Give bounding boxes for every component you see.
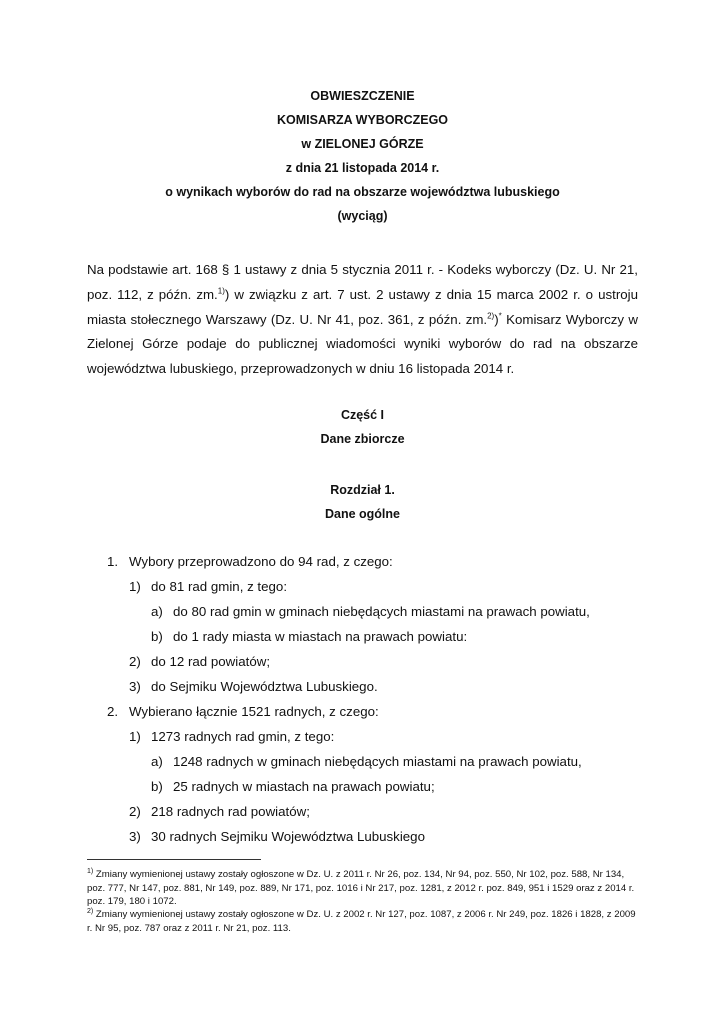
intro-text-4: Komisarz Wyborczy w Zielonej Górze podaje do publicznej wiadomości wyniki wyborów do rad na obszarze województwa lubuskiego, przeprowadzonych w dniu 16 listopada 2014 r. (87, 311, 638, 377)
footnote-text: Zmiany wymienionej ustawy zostały ogłoszone w Dz. U. z 2002 r. Nr 127, poz. 1087, z 2006 r. Nr 249, poz. 1826 i 1828, z 2009 r. Nr 95, poz. 787 oraz z 2011 r. Nr 21, poz. 113. (87, 909, 636, 934)
footnote-mark: 1) (87, 867, 94, 875)
list-item-text: do 81 rad gmin, z tego: (151, 579, 288, 594)
chapter-title: Rozdział 1. (330, 483, 395, 497)
list-item-text: do 12 rad powiatów; (151, 654, 271, 669)
part-title: Część I (340, 408, 385, 422)
list-item-text: do 1 rady miasta w miastach na prawach powiatu: (173, 629, 468, 644)
footnote-ref-1: 1) (217, 286, 225, 296)
list-item-number: b) (151, 779, 163, 794)
intro-text-3: ) (494, 311, 499, 327)
footnote-1 (87, 868, 640, 909)
footnote-2 (87, 908, 640, 935)
asterisk-ref: * (498, 311, 502, 321)
list-item-number: 2. (107, 704, 119, 719)
doc-extract-note: (wyciąg) (337, 209, 388, 223)
list-item-text: 30 radnych Sejmiku Województwa Lubuskiego (151, 829, 425, 844)
chapter-subtitle: Dane ogólne (324, 507, 400, 521)
list-item-number: a) (151, 604, 163, 619)
footnote-divider (87, 859, 261, 860)
intro-text-2: ) w związku z art. 7 ust. 2 ustawy z dnia 15 marca 2002 r. o ustroju miasta stołecznego Warszawy (Dz. U. Nr 41, poz. 361, z późn. zm. (87, 286, 638, 327)
part-subtitle: Dane zbiorcze (320, 432, 405, 446)
list-item-number: 2) (129, 804, 141, 819)
list-item-text: Wybierano łącznie 1521 radnych, z czego: (129, 704, 379, 719)
list-item-text: 25 radnych w miastach na prawach powiatu; (173, 779, 435, 794)
list-item-number: 1) (129, 579, 141, 594)
list-item-text: 1248 radnych w gminach niebędących miastami na prawach powiatu, (173, 754, 582, 769)
doc-location: w ZIELONEJ GÓRZE (301, 137, 424, 151)
list-item-number: b) (151, 629, 163, 644)
list-item-number: 1. (107, 554, 119, 569)
list-item-text: Wybory przeprowadzono do 94 rad, z czego: (129, 554, 393, 569)
list-item-text: do 80 rad gmin w gminach niebędących miastami na prawach powiatu, (173, 604, 590, 619)
footnote-text: Zmiany wymienionej ustawy zostały ogłoszone w Dz. U. z 2011 r. Nr 26, poz. 134, Nr 94, poz. 550, Nr 102, poz. 588, Nr 134, poz. 777, Nr 147, poz. 881, Nr 149, poz. 889, Nr 171, poz. 1016 i Nr 217, poz. 1281, z 2012 r. poz. 849, 951 i 1529 oraz z 2014 r. poz. 179, 180 i 1072. (87, 869, 635, 907)
doc-subject: o wynikach wyborów do rad na obszarze województwa lubuskiego (165, 185, 560, 199)
list-item-number: a) (151, 754, 163, 769)
list-item-number: 2) (129, 654, 141, 669)
list-item-text: 218 radnych rad powiatów; (151, 804, 310, 819)
doc-title: OBWIESZCZENIE (310, 89, 415, 103)
list-item-text: do Sejmiku Województwa Lubuskiego. (151, 679, 378, 694)
list-item-number: 3) (129, 679, 141, 694)
list-item-number: 3) (129, 829, 141, 844)
footnote-ref-2: 2) (487, 311, 495, 321)
doc-date: z dnia 21 listopada 2014 r. (285, 161, 440, 175)
intro-paragraph (87, 258, 638, 382)
intro-text-1: Na podstawie art. 168 § 1 ustawy z dnia 5 stycznia 2011 r. - Kodeks wyborczy (Dz. U. Nr 21, poz. 112, z późn. zm. (87, 262, 638, 302)
footnote-mark: 2) (87, 907, 94, 915)
doc-issuer: KOMISARZA WYBORCZEGO (276, 113, 449, 127)
list-item-number: 1) (129, 729, 141, 744)
list-item-text: 1273 radnych rad gmin, z tego: (151, 729, 335, 744)
